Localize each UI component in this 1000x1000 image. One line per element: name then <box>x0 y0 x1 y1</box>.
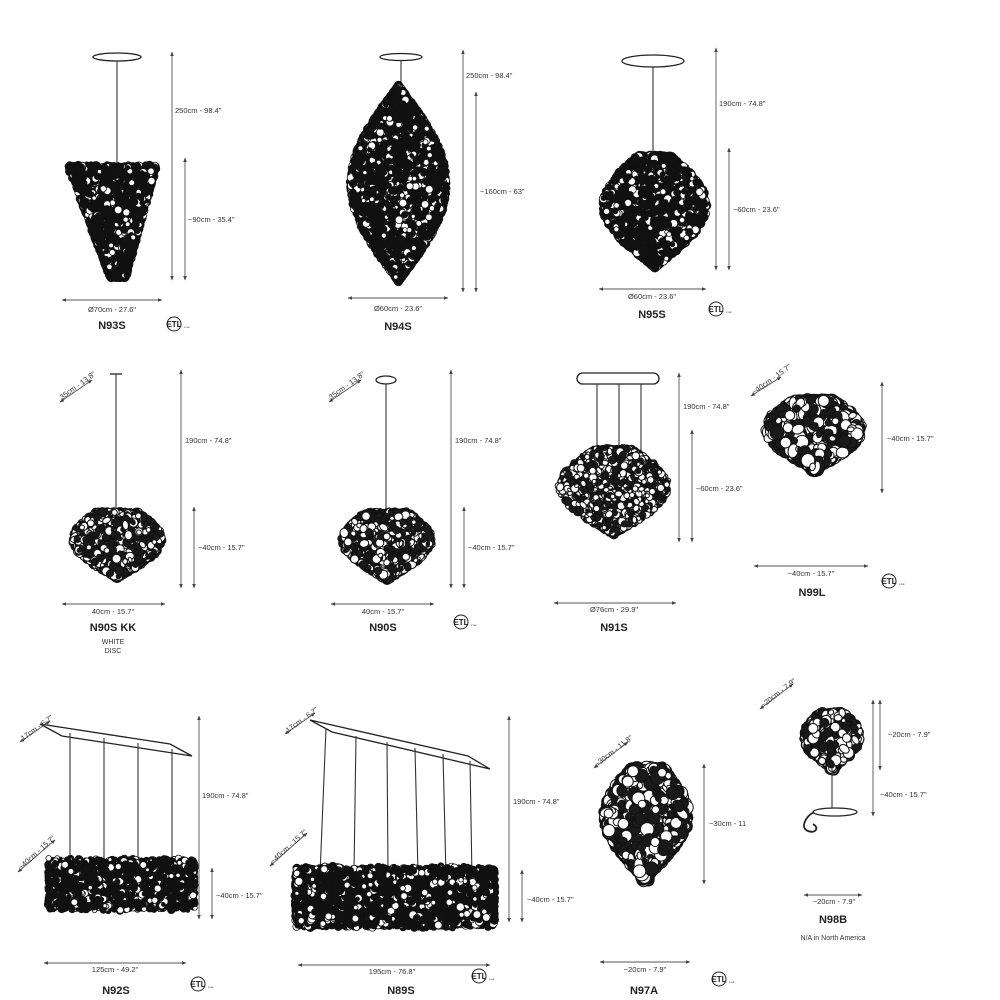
pendant-cluster <box>65 161 160 282</box>
product-n93s <box>62 52 235 332</box>
canopy-plate <box>93 53 141 61</box>
